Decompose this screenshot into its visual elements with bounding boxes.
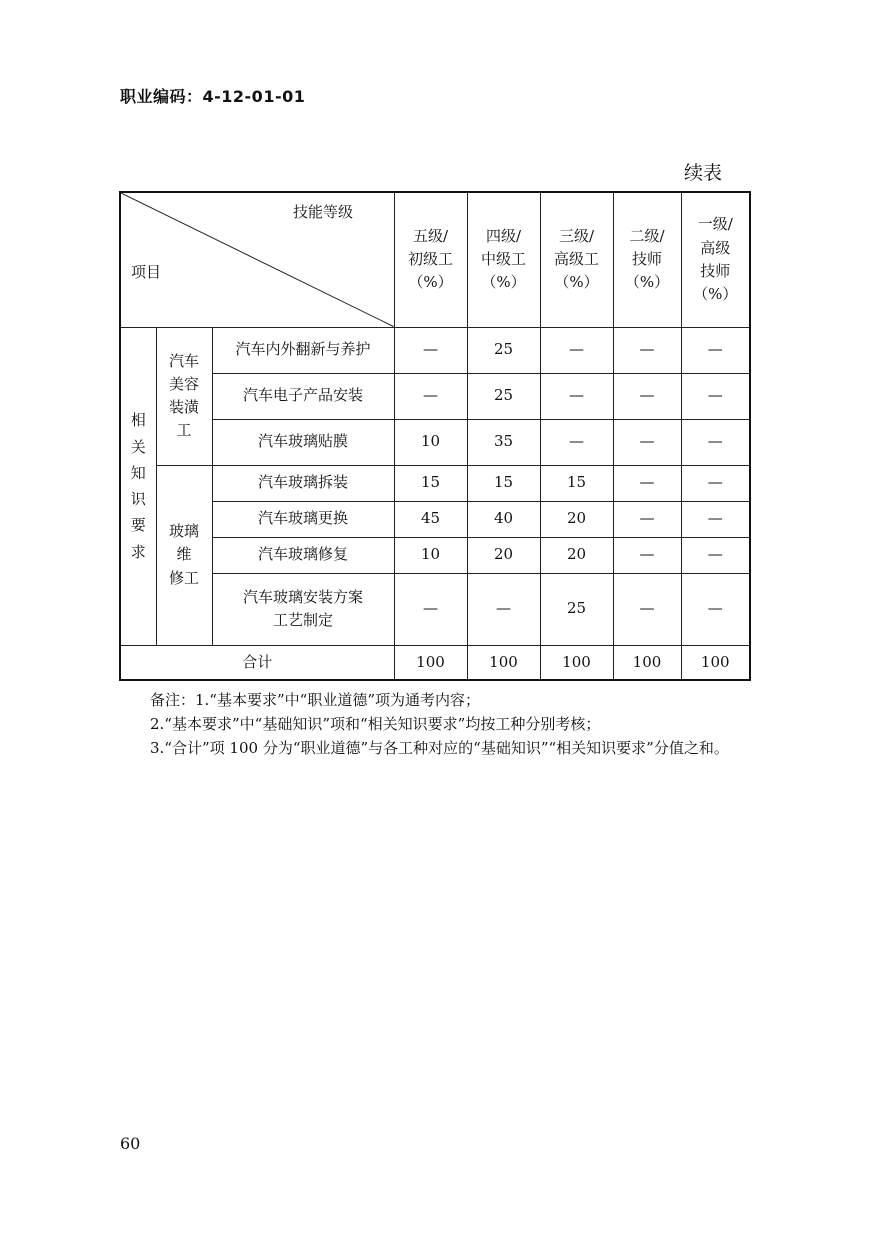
value-cell: 25 xyxy=(540,573,613,645)
value-cell: 10 xyxy=(394,419,467,465)
note-line: 3.“合计”项 100 分为“职业道德”与各工种对应的“基础知识”“相关知识要求”分值之和。 xyxy=(150,739,729,757)
value-cell: — xyxy=(613,327,681,373)
value-cell: 25 xyxy=(467,327,540,373)
item-name-cell: 汽车玻璃贴膜 xyxy=(212,419,394,465)
value-cell: — xyxy=(681,373,750,419)
value-cell: 10 xyxy=(394,537,467,573)
value-cell: 20 xyxy=(540,501,613,537)
table-row xyxy=(120,465,750,501)
value-cell: — xyxy=(394,573,467,645)
table-row xyxy=(120,573,750,645)
value-cell: 40 xyxy=(467,501,540,537)
item-label: 项目 xyxy=(131,263,162,281)
value-cell: — xyxy=(613,465,681,501)
value-cell: — xyxy=(613,573,681,645)
value-cell: 45 xyxy=(394,501,467,537)
value-cell: — xyxy=(467,573,540,645)
total-value-cell: 100 xyxy=(681,645,750,680)
table-row xyxy=(120,373,750,419)
value-cell: — xyxy=(540,373,613,419)
value-cell: — xyxy=(681,501,750,537)
level-header-2: 二级/ 技师 （%） xyxy=(613,192,681,327)
value-cell: — xyxy=(394,327,467,373)
occupation-code: 职业编码：4-12-01-01 xyxy=(120,87,306,106)
value-cell: 15 xyxy=(540,465,613,501)
value-cell: — xyxy=(540,419,613,465)
total-label-cell: 合计 xyxy=(120,645,394,680)
continued-table-label: 续表 xyxy=(684,162,723,184)
skill-level-label: 技能等级 xyxy=(293,203,354,221)
item-name-cell: 汽车玻璃拆装 xyxy=(212,465,394,501)
section-label-cell: 相 关 知 识 要 求 xyxy=(120,327,156,645)
table-header-row xyxy=(120,192,750,327)
value-cell: — xyxy=(681,573,750,645)
level-header-4: 四级/ 中级工 （%） xyxy=(467,192,540,327)
table-row xyxy=(120,419,750,465)
level-header-5: 五级/ 初级工 （%） xyxy=(394,192,467,327)
total-value-cell: 100 xyxy=(467,645,540,680)
value-cell: 15 xyxy=(467,465,540,501)
note-line: 2.“基本要求”中“基础知识”项和“相关知识要求”均按工种分别考核； xyxy=(150,715,601,733)
value-cell: — xyxy=(681,465,750,501)
item-name-cell: 汽车内外翻新与养护 xyxy=(212,327,394,373)
value-cell: — xyxy=(613,501,681,537)
page-number: 60 xyxy=(120,1134,141,1153)
skill-weight-table xyxy=(119,191,751,681)
level-header-3: 三级/ 高级工 （%） xyxy=(540,192,613,327)
level-header-1: 一级/ 高级 技师 （%） xyxy=(681,192,750,327)
table-row xyxy=(120,501,750,537)
total-value-cell: 100 xyxy=(540,645,613,680)
table-notes xyxy=(120,688,750,760)
diagonal-header-cell xyxy=(120,192,394,327)
value-cell: — xyxy=(613,373,681,419)
value-cell: — xyxy=(681,327,750,373)
table-row xyxy=(120,327,750,373)
item-name-cell: 汽车玻璃修复 xyxy=(212,537,394,573)
value-cell: — xyxy=(681,537,750,573)
value-cell: — xyxy=(540,327,613,373)
value-cell: 35 xyxy=(467,419,540,465)
item-name-cell: 汽车电子产品安装 xyxy=(212,373,394,419)
total-value-cell: 100 xyxy=(613,645,681,680)
group-name-cell: 汽车 美容 装潢 工 xyxy=(156,327,212,465)
value-cell: — xyxy=(613,419,681,465)
value-cell: — xyxy=(681,419,750,465)
value-cell: 25 xyxy=(467,373,540,419)
value-cell: — xyxy=(394,373,467,419)
item-name-cell: 汽车玻璃安装方案 工艺制定 xyxy=(212,573,394,645)
note-line: 备注：1.“基本要求”中“职业道德”项为通考内容； xyxy=(150,691,480,709)
table-row xyxy=(120,537,750,573)
value-cell: 15 xyxy=(394,465,467,501)
value-cell: 20 xyxy=(540,537,613,573)
value-cell: — xyxy=(613,537,681,573)
value-cell: 20 xyxy=(467,537,540,573)
total-row xyxy=(120,645,750,680)
total-value-cell: 100 xyxy=(394,645,467,680)
item-name-cell: 汽车玻璃更换 xyxy=(212,501,394,537)
group-name-cell: 玻璃 维 修工 xyxy=(156,465,212,645)
